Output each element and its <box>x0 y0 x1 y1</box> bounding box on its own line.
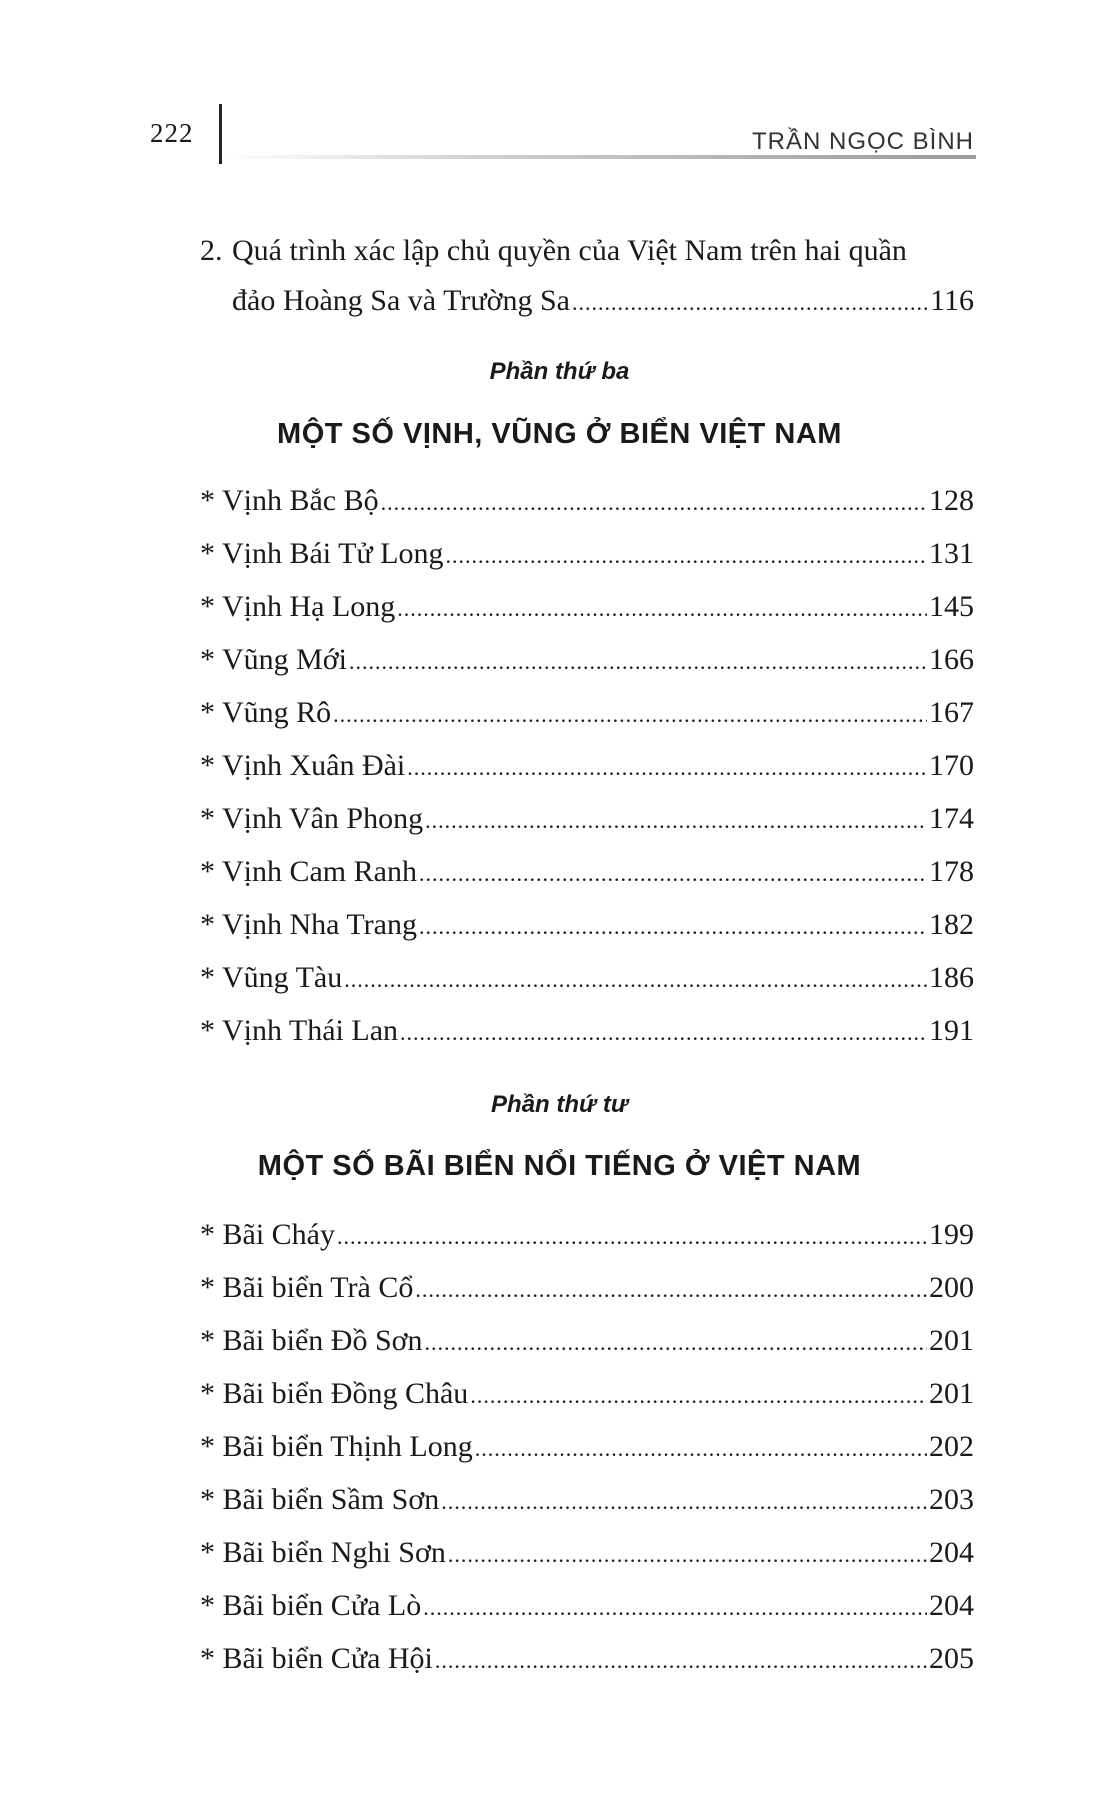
toc-entry-page: 128 <box>929 484 974 517</box>
toc-entry <box>200 1004 974 1057</box>
toc-entry <box>200 527 974 580</box>
toc-entry-page: 200 <box>929 1271 974 1304</box>
dot-leader <box>572 276 928 329</box>
toc-entry-page: 205 <box>929 1642 974 1675</box>
dot-leader <box>441 1475 927 1528</box>
toc-entry-page: 199 <box>929 1218 974 1251</box>
toc-entry-label: * Bãi biển Cửa Hội <box>200 1642 433 1675</box>
toc-entry <box>200 1473 974 1526</box>
page-number: 222 <box>150 118 194 148</box>
toc-entry <box>200 898 974 951</box>
dot-leader <box>470 1369 927 1422</box>
dot-leader <box>415 1263 927 1316</box>
dot-leader <box>419 847 927 900</box>
toc-entry-label: * Vịnh Nha Trang <box>200 908 417 941</box>
dot-leader <box>419 900 927 953</box>
toc-entry-page: 174 <box>929 802 974 835</box>
toc-entry-page: 203 <box>929 1483 974 1516</box>
toc-entry-label: * Bãi biển Cửa Lò <box>200 1589 422 1622</box>
toc-entry-page: 166 <box>929 643 974 676</box>
toc-entry <box>200 739 974 792</box>
toc-entry-page: 202 <box>929 1430 974 1463</box>
toc-entry-page: 145 <box>929 590 974 623</box>
toc-intro-entry <box>200 228 974 327</box>
toc-entry-label: * Vịnh Vân Phong <box>200 802 424 835</box>
intro-number: 2. <box>200 234 223 267</box>
toc-entry-page: 178 <box>929 855 974 888</box>
dot-leader <box>425 794 927 847</box>
toc-entry-label: * Vũng Rô <box>200 696 332 729</box>
toc-entry <box>200 951 974 1004</box>
dot-leader <box>423 1581 927 1634</box>
toc-entry-label: * Vịnh Bái Tử Long <box>200 537 444 570</box>
toc-entry-label: * Bãi biển Trà Cổ <box>200 1271 414 1304</box>
toc-entry-label: * Bãi biển Nghi Sơn <box>200 1536 446 1569</box>
toc-entry-page: 201 <box>929 1324 974 1357</box>
dot-leader <box>448 1528 927 1581</box>
toc-entry-page: 191 <box>929 1014 974 1047</box>
intro-page-number: 116 <box>930 284 974 317</box>
toc-entry <box>200 1420 974 1473</box>
part-3-heading: MỘT SỐ VỊNH, VŨNG Ở BIỂN VIỆT NAM <box>277 418 842 450</box>
part-3-title: Phần thứ ba <box>489 358 630 385</box>
header-rule <box>224 155 976 159</box>
part-4-title: Phần thứ tư <box>491 1091 628 1118</box>
toc-entry-page: 204 <box>929 1589 974 1622</box>
toc-entry <box>200 1632 974 1685</box>
toc-entry-label: * Bãi biển Sầm Sơn <box>200 1483 440 1516</box>
toc-entry-page: 204 <box>929 1536 974 1569</box>
toc-entry-label: * Vịnh Cam Ranh <box>200 855 417 888</box>
dot-leader <box>475 1422 927 1475</box>
toc-entry <box>200 580 974 633</box>
toc-entry <box>200 1314 974 1367</box>
header-divider <box>219 104 222 164</box>
intro-title-line-1: Quá trình xác lập chủ quyền của Việt Nam trên hai quần <box>232 234 907 267</box>
intro-line-2 <box>200 274 974 327</box>
dot-leader <box>400 1006 927 1059</box>
toc-entry-label: * Vũng Mới <box>200 643 347 676</box>
toc-entry <box>200 1261 974 1314</box>
dot-leader <box>344 953 927 1006</box>
toc-entry-label: * Bãi Cháy <box>200 1218 335 1251</box>
toc-entry <box>200 474 974 527</box>
toc-entry <box>200 792 974 845</box>
part-4-toc-list <box>200 1208 974 1685</box>
toc-entry-label: * Vũng Tàu <box>200 961 343 994</box>
toc-entry-label: * Bãi biển Thịnh Long <box>200 1430 473 1463</box>
dot-leader <box>397 582 927 635</box>
toc-entry-label: * Vịnh Xuân Đài <box>200 749 406 782</box>
intro-line-1 <box>200 228 974 274</box>
toc-entry-page: 170 <box>929 749 974 782</box>
toc-entry-label: * Bãi biển Đồ Sơn <box>200 1324 423 1357</box>
dot-leader <box>381 476 927 529</box>
dot-leader <box>349 635 927 688</box>
dot-leader <box>435 1634 927 1687</box>
toc-entry <box>200 1526 974 1579</box>
dot-leader <box>407 741 927 794</box>
toc-entry-label: * Vịnh Bắc Bộ <box>200 484 379 517</box>
toc-entry <box>200 633 974 686</box>
toc-entry-page: 186 <box>929 961 974 994</box>
toc-entry-page: 167 <box>929 696 974 729</box>
dot-leader <box>337 1210 927 1263</box>
part-3-toc-list <box>200 474 974 1057</box>
intro-title-line-2: đảo Hoàng Sa và Trường Sa <box>232 284 570 317</box>
dot-leader <box>333 688 927 741</box>
part-4-heading: MỘT SỐ BÃI BIỂN NỔI TIẾNG Ở VIỆT NAM <box>257 1150 862 1182</box>
dot-leader <box>446 529 928 582</box>
running-header-author: TRẦN NGỌC BÌNH <box>751 128 974 155</box>
toc-entry <box>200 1579 974 1632</box>
toc-entry <box>200 845 974 898</box>
toc-entry-label: * Vịnh Hạ Long <box>200 590 396 623</box>
toc-entry <box>200 686 974 739</box>
toc-entry-page: 182 <box>929 908 974 941</box>
toc-entry <box>200 1367 974 1420</box>
toc-entry-label: * Vịnh Thái Lan <box>200 1014 399 1047</box>
toc-entry-page: 131 <box>929 537 974 570</box>
toc-entry <box>200 1208 974 1261</box>
dot-leader <box>425 1316 927 1369</box>
toc-entry-page: 201 <box>929 1377 974 1410</box>
toc-entry-label: * Bãi biển Đồng Châu <box>200 1377 469 1410</box>
